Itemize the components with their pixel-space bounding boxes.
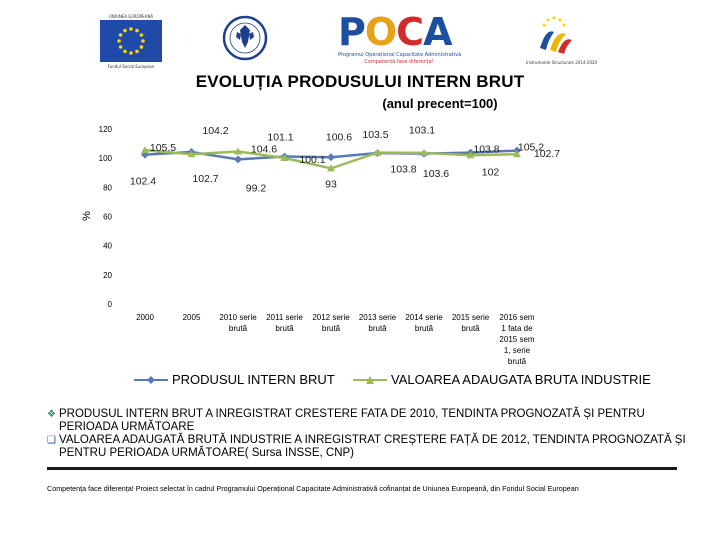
legend-item-gdp	[134, 372, 335, 387]
x-tick-label	[183, 313, 201, 322]
y-tick-label: 120	[98, 125, 112, 134]
legend-item-industry	[353, 372, 651, 387]
legend-industry-label: VALOAREA ADAUGATA BRUTA INDUSTRIE	[391, 372, 651, 387]
x-tick-label-line: brută	[275, 324, 294, 333]
x-tick-label-line: brută	[414, 324, 434, 333]
y-axis-label: %	[81, 211, 93, 221]
poca-letter: C	[396, 10, 424, 54]
data-label: 102.7	[192, 173, 219, 186]
x-tick-label-line: 2013 serie	[358, 313, 397, 322]
y-tick-label: 0	[107, 300, 112, 309]
data-label: 104.6	[250, 143, 278, 156]
data-label: 105.2	[517, 141, 545, 154]
footer-text: Competența face diferența! Proiect selectat în cadrul Programului Operațional Capacitate Administrativă cofinanțat de Uniunea Europeană, din Fondul Social European	[47, 484, 579, 493]
data-point-marker	[327, 153, 335, 161]
data-label: 103.6	[422, 167, 450, 180]
note-gdp	[47, 408, 687, 434]
x-tick-label-line: 2012 serie	[312, 313, 350, 322]
y-tick-label: 20	[103, 270, 112, 280]
data-label: 99.2	[245, 182, 267, 195]
x-tick-label-line: 2015 sem	[499, 335, 535, 344]
data-label: 105.5	[149, 142, 177, 155]
note-gdp-text-cont: PERIOADA URMĂTOARE	[59, 421, 195, 433]
note-industry-text-cont: PENTRU PERIOADA URMĂTOARE( Sursa INSSE, CNP)	[59, 447, 355, 459]
x-tick-label-line: 2016 sem	[499, 313, 535, 322]
y-tick-label: 40	[103, 241, 112, 251]
diamond-bullet-icon: ❖	[47, 409, 56, 420]
y-tick-label: 80	[103, 183, 112, 193]
y-tick-label: 100	[98, 154, 112, 164]
data-label: 102.4	[129, 175, 157, 188]
page-subtitle: (anul precent=100)	[382, 96, 498, 111]
data-point-marker	[234, 155, 242, 163]
x-tick-label-line: 2010 serie	[219, 313, 257, 322]
eu-logo-label: UNIUNEA EUROPEANĂ	[108, 14, 154, 19]
data-label: 104.2	[202, 125, 229, 138]
data-label: 103.5	[362, 129, 389, 142]
notes-section	[47, 408, 687, 460]
y-tick-label: 60	[103, 212, 112, 222]
x-tick-label-line: 2014 serie	[405, 313, 443, 322]
x-tick-label	[452, 313, 490, 333]
x-tick-label-line: 2011 serie	[266, 313, 303, 322]
x-tick-label-line: brută	[321, 324, 341, 333]
data-label: 103.8	[390, 163, 417, 176]
structural-instruments-caption: Instrumente Structurale 2014-2020	[526, 60, 598, 65]
x-tick-label-line: 1 fata de	[501, 324, 533, 333]
data-label: 100.1	[299, 154, 326, 167]
x-tick-label	[499, 313, 534, 366]
page-title: EVOLUȚIA PRODUSULUI INTERN BRUT	[195, 72, 525, 91]
poca-letter: O	[364, 10, 397, 54]
data-label: 101.1	[267, 131, 294, 144]
x-tick-label-line: brută	[461, 324, 480, 333]
data-label: 102.7	[533, 148, 561, 161]
x-tick-label-line: 2015 serie	[451, 313, 490, 322]
legend-industry-marker-icon	[353, 375, 387, 385]
eu-logo-caption: Fondul Social European	[107, 64, 155, 69]
x-tick-label	[359, 313, 397, 333]
x-tick-label	[219, 313, 257, 333]
legend-gdp-label: PRODUSUL INTERN BRUT	[172, 372, 335, 387]
poca-subtitle: Programul Operațional Capacitate Administrativă	[338, 52, 462, 58]
data-label: 103.8	[473, 143, 500, 156]
x-tick-label	[136, 313, 154, 322]
data-label: 93	[325, 178, 337, 191]
data-label: 103.1	[408, 124, 436, 137]
x-tick-label	[266, 313, 303, 333]
data-label: 100.6	[325, 131, 353, 144]
poca-letter: P	[338, 10, 365, 54]
data-label: 102	[481, 166, 500, 179]
note-industry-text: VALOAREA ADAUGATĂ BRUTĂ INDUSTRIE A INREGISTRAT CREȘTERE FAȚĂ DE 2012, TENDINTA PROGNOZATĂ ȘI	[59, 434, 686, 446]
note-gdp-text: PRODUSUL INTERN BRUT A INREGISTRAT CRESTERE FATA DE 2010, TENDINTA PROGNOZATĂ ȘI PENTRU	[59, 408, 645, 420]
x-tick-label-line: brută	[228, 324, 248, 333]
x-tick-label-line: brută	[368, 324, 387, 333]
poca-letter: A	[423, 10, 452, 54]
x-tick-label	[312, 313, 350, 333]
x-tick-label-line: brută	[507, 357, 527, 366]
x-tick-label-line: 2005	[182, 313, 201, 322]
square-bullet-icon: ❑	[47, 435, 56, 446]
x-tick-label	[405, 313, 443, 333]
footer-divider	[47, 467, 677, 470]
poca-slogan: Competență face diferența!	[364, 59, 434, 65]
legend-gdp-marker-icon	[134, 375, 168, 385]
x-tick-label-line: 2000	[136, 313, 154, 322]
x-tick-label-line: 1, serie	[503, 346, 531, 355]
note-industry	[47, 434, 687, 460]
